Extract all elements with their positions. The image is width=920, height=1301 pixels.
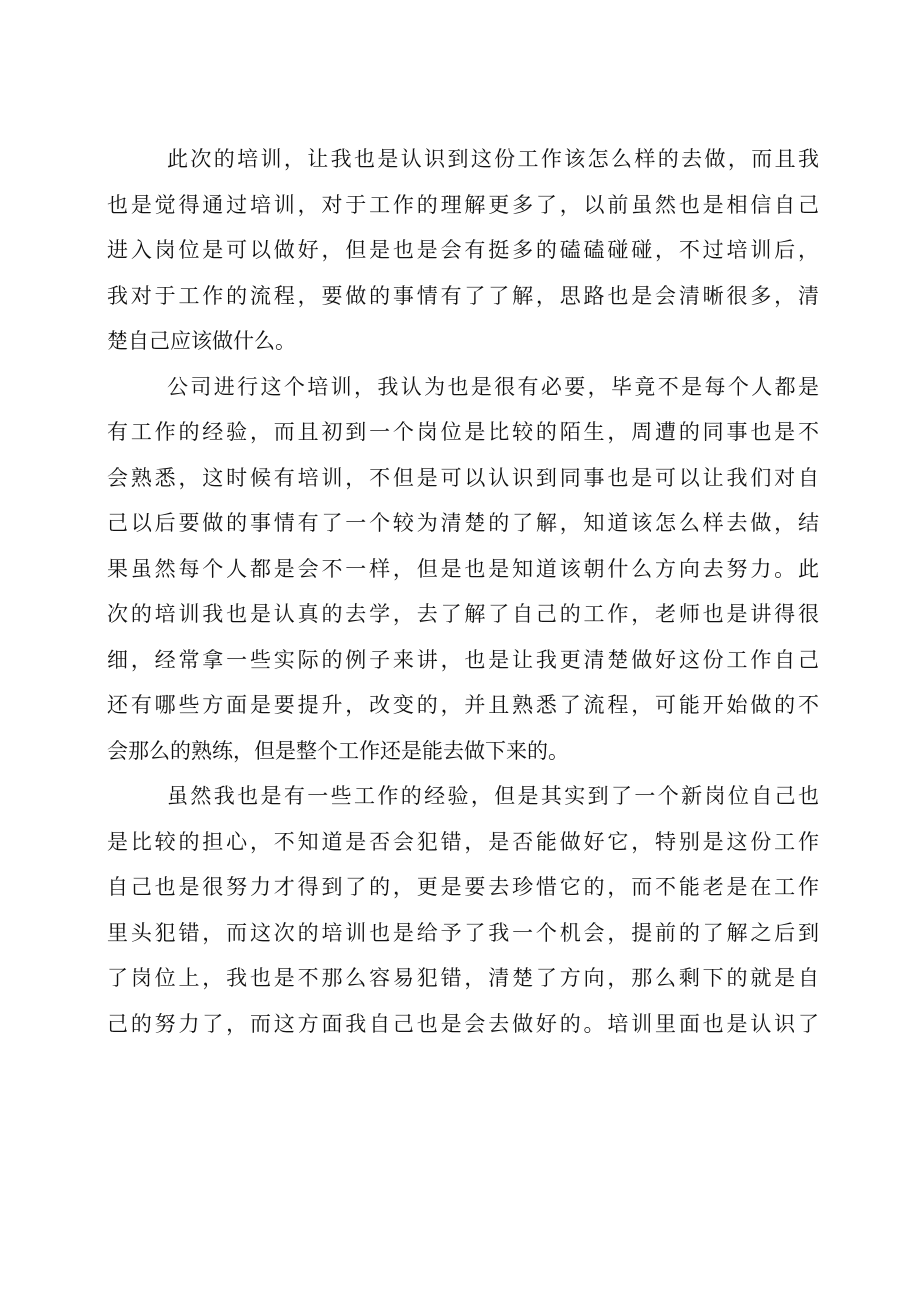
text-line: 会那么的熟练，但是整个工作还是能去做下来的。 <box>107 738 569 763</box>
text-line: 己的努力了，而这方面我自己也是会去做好的。培训里面也是认识了 <box>107 1011 819 1036</box>
text-line: 楚自己应该做什么。 <box>107 329 296 353</box>
text-line: 细，经常拿一些实际的例子来讲，也是让我更清楚做好这份工作自己 <box>107 647 819 672</box>
text-line: 有工作的经验，而且初到一个岗位是比较的陌生，周遭的同事也是不 <box>107 420 819 444</box>
text-line: 公司进行这个培训，我认为也是很有必要，毕竟不是每个人都是 <box>167 374 819 399</box>
text-line: 会熟悉，这时候有培训，不但是可以认识到同事也是可以让我们对自 <box>107 465 819 490</box>
text-line: 进入岗位是可以做好，但是也是会有挺多的磕磕碰碰，不过培训后， <box>107 238 819 262</box>
text-line: 了岗位上，我也是不那么容易犯错，清楚了方向，那么剩下的就是自 <box>107 966 819 990</box>
paragraph-1 <box>107 137 819 365</box>
text-line: 我对于工作的流程，要做的事情有了了解，思路也是会清晰很多，清 <box>107 283 819 308</box>
text-line: 里头犯错，而这次的培训也是给予了我一个机会，提前的了解之后到 <box>107 920 819 945</box>
text-line: 自己也是很努力才得到了的，更是要去珍惜它的，而不能老是在工作 <box>107 875 819 899</box>
text-line: 是比较的担心，不知道是否会犯错，是否能做好它，特别是这份工作 <box>107 829 819 854</box>
text-line: 还有哪些方面是要提升，改变的，并且熟悉了流程，可能开始做的不 <box>107 693 819 717</box>
text-line: 己以后要做的事情有了一个较为清楚的了解，知道该怎么样去做，结 <box>107 511 819 535</box>
text-line: 虽然我也是有一些工作的经验，但是其实到了一个新岗位自己也 <box>167 784 819 808</box>
text-line: 此次的培训，让我也是认识到这份工作该怎么样的去做，而且我 <box>167 147 819 171</box>
paragraph-3 <box>107 774 819 1047</box>
text-line: 次的培训我也是认真的去学，去了解了自己的工作，老师也是讲得很 <box>107 602 819 626</box>
text-line: 也是觉得通过培训，对于工作的理解更多了，以前虽然也是相信自己 <box>107 192 819 217</box>
document-body <box>107 137 819 1047</box>
paragraph-2 <box>107 365 819 775</box>
text-line: 果虽然每个人都是会不一样，但是也是知道该朝什么方向去努力。此 <box>107 556 819 581</box>
